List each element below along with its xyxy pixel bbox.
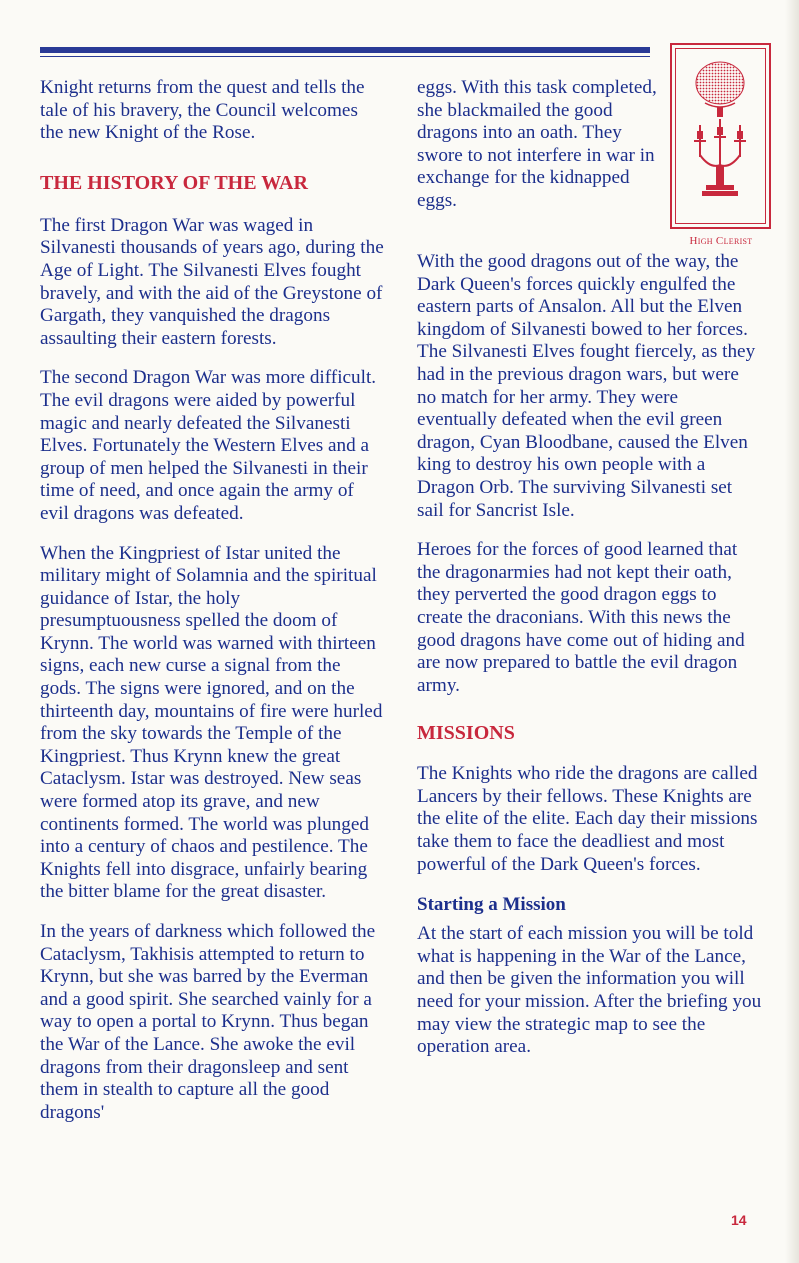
top-rule <box>40 47 650 53</box>
paragraph: At the start of each mission you will be told what is happening in the War of the Lance, and then be given the information you will need for your mission. After the briefing you may view the strategic map to see the operation area. <box>417 923 762 1058</box>
left-column <box>40 77 385 1141</box>
paragraph: The Knights who ride the dragons are called Lancers by their fellows. These Knights are the elite of the elite. Each day their missions take them to face the deadliest and most powerful of the Dark Queen's forces. <box>417 763 758 875</box>
paragraph: eggs. With this task completed, she blackmailed the good dragons into an oath. They swore to not interfere in war in exchange for the kidnapped eggs. <box>417 77 657 211</box>
emblem-caption: High Clerist <box>689 235 753 247</box>
paragraph: In the years of darkness which followed the Cataclysm, Takhisis attempted to return to Krynn, but she was barred by the Everman and a good spirit. She searched vainly for a way to open a portal to Krynn. Thus began the War of the Lance. She awoke the evil dragons from their dragonsleep and sent them in stealth to capture all the good dragons' <box>40 921 376 1123</box>
right-column-top <box>417 77 662 230</box>
paragraph: The second Dragon War was more difficult. The evil dragons were aided by powerful magic and nearly defeated the Silvanesti Elves. Fortunately the Western Elves and a group of men helped the Silvanesti in their time of need, and once again the army of evil dragons was defeated. <box>40 367 377 524</box>
page-edge-shadow <box>785 0 799 1263</box>
section-heading-missions: MISSIONS <box>417 722 515 745</box>
paragraph: The first Dragon War was waged in Silvanesti thousands of years ago, during the Age of Light. The Silvanesti Elves fought bravely, and with the aid of the Greystone of Gargath, they vanquished the dragons assaulting their eastern forests. <box>40 214 384 349</box>
paragraph: When the Kingpriest of Istar united the military might of Solamnia and the spiritual guidance of Istar, the holy presumptuousness spelled the doom of Krynn. The world was warned with thirteen signs, each new curse a signal from the gods. The signs were ignored, and on the thirteenth day, mountains of fire were hurled from the sky towards the Temple of the Kingpriest. Thus Krynn knew the great Cataclysm. Istar was destroyed. New seas were formed atop its grave, and new continents formed. The world was plunged into a century of chaos and pestilence. The Knights fell into disgrace, unfairly bearing the bitter blame for the great disaster. <box>40 542 383 903</box>
page-number: 14 <box>731 1212 747 1228</box>
right-column <box>417 251 762 1076</box>
paragraph: Heroes for the forces of good learned that the dragonarmies had not kept their oath, they perverted the good dragon eggs to create the draconians. With this news the good dragons have come out of hiding and are now prepared to battle the evil dragon army. <box>417 539 745 696</box>
top-rule-thin <box>40 56 650 57</box>
high-clerist-emblem <box>670 43 771 229</box>
subheading-starting-mission: Starting a Mission <box>417 894 566 916</box>
candelabra-icon <box>672 45 769 227</box>
section-heading-history: THE HISTORY OF THE WAR <box>40 171 308 194</box>
paragraph: With the good dragons out of the way, the Dark Queen's forces quickly engulfed the eastern parts of Ansalon. All but the Elven kingdom of Silvanesti bowed to her forces. The Silvanesti Elves fought fiercely, as they had in the previous dragon wars, but were no match for her army. They were eventually defeated when the evil green dragon, Cyan Bloodbane, caused the Elven king to destroy his own people with a Dragon Orb. The surviving Silvanesti set sail for Sancrist Isle. <box>417 251 756 521</box>
paragraph: Knight returns from the quest and tells the tale of his bravery, the Council welcomes the new Knight of the Rose. <box>40 77 365 144</box>
